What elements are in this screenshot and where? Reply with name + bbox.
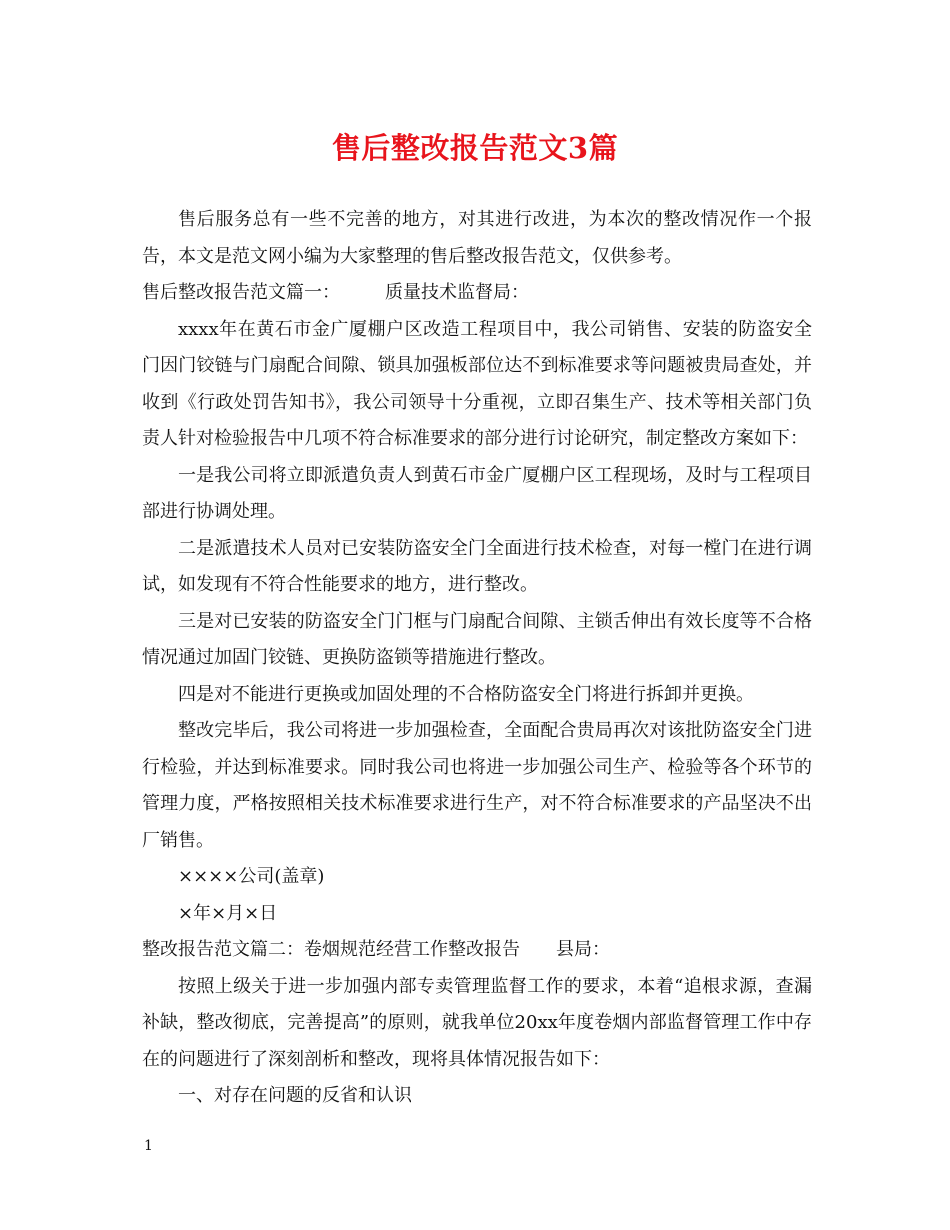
document-body — [142, 202, 812, 1115]
intro-paragraph: 售后服务总有一些不完善的地方，对其进行改进，为本次的整改情况作一个报告，本文是范文网小编为大家整理的售后整改报告范文，仅供参考。 — [142, 209, 812, 267]
subsection-heading: 一、对存在问题的反省和认识 — [178, 1085, 412, 1106]
date-line: ×年×月×日 — [178, 902, 278, 924]
paragraph: 二是派遣技术人员对已安装防盗安全门全面进行技术检查，对每一樘门在进行调试，如发现有不符合性能要求的地方，进行整改。 — [142, 537, 812, 595]
paragraph: 三是对已安装的防盗安全门门框与门扇配合间隙、主锁舌伸出有效长度等不合格情况通过加固门铰链、更换防盗锁等措施进行整改。 — [142, 610, 812, 668]
paragraph: 四是对不能进行更换或加固处理的不合格防盗安全门将进行拆卸并更换。 — [178, 683, 754, 705]
paragraph: 一是我公司将立即派遣负责人到黄石市金广厦棚户区工程现场，及时与工程项目部进行协调处理。 — [142, 464, 812, 522]
company-seal-line: ××××公司(盖章) — [178, 866, 325, 887]
section-one-heading: 售后整改报告范文篇一： 质量技术监督局： — [142, 282, 529, 303]
section-two-heading: 整改报告范文篇二：卷烟规范经营工作整改报告 县局： — [142, 939, 610, 960]
paragraph: xxxx年在黄石市金广厦棚户区改造工程项目中，我公司销售、安装的防盗安全门因门铰链与门扇配合间隙、锁具加强板部位达不到标准要求等问题被贵局查处，并收到《行政处罚告知书》，我公司领导十分重视，立即召集生产、技术等相关部门负责人针对检验报告中几项不符合标准要求的部分进行讨论研究，制定整改方案如下： — [142, 318, 812, 449]
paragraph: 整改完毕后，我公司将进一步加强检查，全面配合贵局再次对该批防盗安全门进行检验，并达到标准要求。同时我公司也将进一步加强公司生产、检验等各个环节的管理力度，严格按照相关技术标准要求进行生产，对不符合标准要求的产品坚决不出厂销售。 — [142, 720, 812, 851]
page-number: 1 — [144, 1138, 153, 1154]
paragraph: 按照上级关于进一步加强内部专卖管理监督工作的要求，本着“追根求源，查漏补缺，整改彻底，完善提高”的原则，就我单位20xx年度卷烟内部监督管理工作中存在的问题进行了深刻剖析和整改，现将具体情况报告如下： — [142, 975, 812, 1070]
document-title: 售后整改报告范文3篇 — [331, 131, 619, 165]
